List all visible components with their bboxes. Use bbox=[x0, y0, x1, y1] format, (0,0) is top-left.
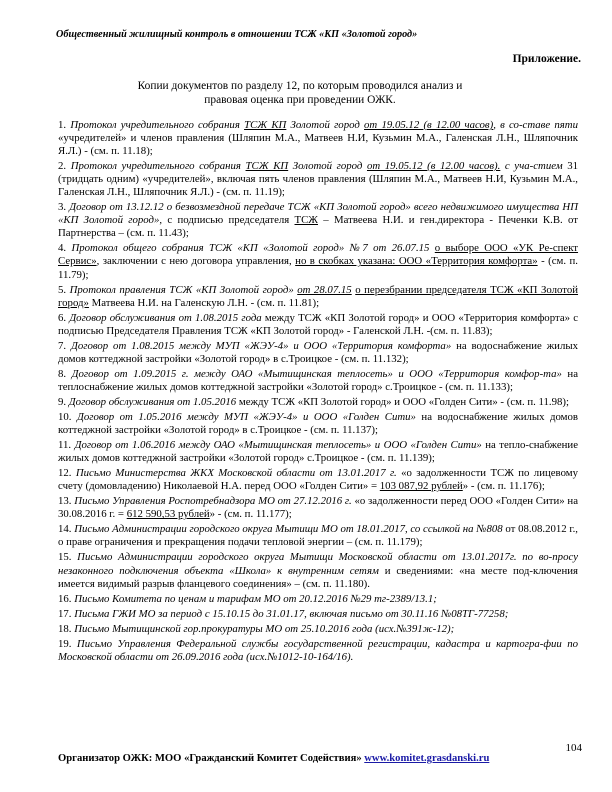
list-item bbox=[58, 396, 578, 409]
item-text: между ТСЖ «КП Золотой город» и ООО «Голден Сити» - (см. п. 11.98); bbox=[236, 395, 570, 408]
item-text: Письмо Управления Роспотребнадзора МО от 27.12.2016 г. bbox=[74, 495, 352, 508]
page-number: 104 bbox=[565, 742, 582, 754]
list-item bbox=[58, 340, 578, 366]
item-text: «учредителей» и членов правления (Шляпин М.А., Матвеев Н.И, Кузьмин М.А., Галенская Л.Н., Шляпочник Я.Л.) - (см. п. 11.18); bbox=[58, 132, 578, 158]
item-text: на водоснабжение жилых домов коттеджной застройки «Золотой город» в с.Троицкое - (см. п. 11.137); bbox=[58, 410, 578, 437]
title-line-1: Копии документов по разделу 12, по которым проводился анализ и bbox=[137, 80, 463, 92]
item-text: Золотой город bbox=[286, 119, 365, 131]
item-text: Договор обслуживания от 1.08.2015 года bbox=[69, 311, 262, 324]
item-text: от 28.07.15 bbox=[297, 283, 352, 296]
item-text: и сведениями: «на месте под-ключения имеется видимый разрыв фланцевого соединения» – (см. п. 11.180). bbox=[58, 564, 578, 590]
item-text: Протокол учредительного собрания bbox=[70, 119, 245, 131]
item-number: 4. bbox=[58, 242, 72, 255]
item-text: Протокол учредительного собрания bbox=[70, 160, 246, 173]
item-text: Письмо Управления Федеральной службы государственной регистрации, кадастра и картогра-фии по Московской области от 26.09.2016 года (исх.№1012-10-164/16). bbox=[58, 637, 578, 663]
item-number: 12. bbox=[58, 467, 76, 480]
item-text: Письмо Министерства ЖКХ Московской области от 13.01.2017 г. bbox=[75, 467, 397, 480]
list-item bbox=[58, 551, 578, 590]
item-text: Договор от 13.12.12 о безвозмездной передаче ТСЖ «КП Золотой город» всего недвижимого имущества НП «КП Золотой город» bbox=[58, 201, 578, 227]
item-number: 8. bbox=[58, 367, 72, 380]
item-text: ТСЖ bbox=[294, 214, 318, 227]
item-number: 2. bbox=[58, 160, 71, 173]
item-text: на тепло-снабжение жилых домов коттеджной застройки «Золотой город» с.Троицкое - (см. п. 11.139); bbox=[58, 439, 579, 465]
item-text: но в скобках указана: ООО «Территория комфорта» bbox=[295, 255, 538, 268]
item-number: 3. bbox=[58, 201, 70, 214]
item-number: 17. bbox=[58, 607, 75, 620]
item-text: от 19.05.12 (в 12.00 часов) bbox=[364, 119, 494, 131]
item-text: ТСЖ КП bbox=[244, 119, 287, 131]
item-text: Письмо Комитета по ценам и тарифам МО от 20.12.2016 №29 тг-2389/13.1; bbox=[74, 592, 437, 605]
list-item bbox=[58, 439, 578, 465]
footer-website-link[interactable]: www.komitet.grasdanski.ru bbox=[364, 753, 490, 764]
item-text: от 08.08.2012 г., о праве ограничения и прекращения подачи тепловой энергии – (см. п. 11.179); bbox=[58, 523, 578, 549]
item-text: Договор от 1.09.2015 г. между ОАО «Мытищинская теплосеть» и ООО «Территория комфор-та» bbox=[71, 367, 562, 380]
item-number: 9. bbox=[58, 395, 69, 408]
item-text: Договор от 1.06.2016 между ОАО «Мытищинская теплосеть» и ООО «Голден Сити» bbox=[74, 439, 482, 452]
list-item bbox=[58, 467, 578, 493]
item-text: между ТСЖ «КП Золотой город» и ООО «Территория комфорта» с подписью Председателя Правления ТСЖ «КП Золотой город» - Галенской Л.Н. -(см. п. 11.83); bbox=[58, 311, 578, 337]
item-text: Письма ГЖИ МО за период с 15.10.15 до 31.01.17, включая письмо от 30.11.16 №08ТГ-77258; bbox=[74, 607, 509, 620]
item-text: Протокол правления ТСЖ «КП Золотой город» bbox=[69, 283, 298, 296]
list-item bbox=[58, 608, 578, 621]
appendix-label: Приложение. bbox=[512, 53, 581, 65]
item-text: , заключении с нею договора управления, bbox=[96, 255, 296, 268]
list-item bbox=[58, 623, 578, 636]
running-header: Общественный жилищный контроль в отношении ТСЖ «КП «Золотой город» bbox=[56, 29, 418, 40]
list-item bbox=[58, 523, 578, 549]
item-text: на теплоснабжение жилых домов коттеджной застройки «Золотой город» с.Троицкое - (см. п. 11.133); bbox=[58, 367, 578, 393]
item-number: 1. bbox=[58, 119, 71, 131]
list-item bbox=[58, 201, 578, 240]
document-list bbox=[58, 119, 578, 666]
item-text: «о задолженности перед ООО «Голден Сити» на 30.08.2016 г. = bbox=[58, 495, 578, 521]
footer bbox=[58, 753, 489, 764]
item-text: , с подписью председателя bbox=[159, 214, 295, 227]
item-text: о выборе ООО «УК Ре-спект Сервис» bbox=[58, 242, 579, 268]
item-text: Матвеева Н.И. на Галенскую Л.Н. - (см. п. 11.81); bbox=[88, 296, 320, 309]
item-text: Золотой город bbox=[288, 160, 367, 173]
list-item bbox=[58, 411, 578, 437]
item-text: 103 087,92 рублей bbox=[379, 480, 463, 493]
title-line-2: правовая оценка при проведении ОЖК. bbox=[204, 93, 396, 106]
item-number: 10. bbox=[58, 410, 77, 423]
item-text: Письмо Мытищинской гор.прокуратуры МО от 25.10.2016 года (исх.№391ж-12); bbox=[74, 622, 455, 635]
list-item bbox=[58, 368, 578, 394]
item-text: 612 590,53 рублей bbox=[126, 508, 210, 521]
item-text: на водоснабжение жилых домов коттеджной застройки «Золотой город» в с.Троицкое - (см. п. 11.132); bbox=[58, 339, 578, 365]
item-number: 15. bbox=[58, 551, 78, 564]
item-text: - (см. п. 11.79); bbox=[58, 255, 578, 281]
item-text: с уча-стием bbox=[500, 160, 568, 173]
list-item bbox=[58, 119, 578, 158]
item-text: Протокол общего собрания ТСЖ «КП «Золотой город» №7 от 26.07.15 bbox=[71, 242, 430, 255]
document-title bbox=[90, 80, 510, 107]
list-item bbox=[58, 160, 578, 199]
item-text: Письмо Администрации городского округа Мытищи МО от 18.01.2017, со ссылкой на №808 bbox=[74, 523, 503, 536]
item-number: 6. bbox=[58, 311, 70, 324]
list-item bbox=[58, 312, 578, 338]
item-text: Договор от 1.05.2016 между МУП «ЖЭУ-4» и ООО «Голден Сити» bbox=[76, 410, 416, 423]
footer-organizer: Организатор ОЖК: МОО «Гражданский Комитет Содействия» bbox=[58, 753, 365, 764]
item-text: , в со-ставе пяти bbox=[493, 119, 578, 131]
item-number: 7. bbox=[58, 339, 71, 352]
list-item bbox=[58, 593, 578, 606]
item-text: от 19.05.12 (в 12.00 часов). bbox=[366, 160, 501, 173]
item-text: » - (см. п. 11.176); bbox=[462, 480, 545, 493]
item-text: 31 (тридцать одним) «учредителей», включая пять членов правления (Шляпин М.А., Матвеев Н.И, Кузьмин М.А., Галенская Л.Н., Шляпочник Я.Л.) - (см. п. 11.19); bbox=[58, 160, 579, 199]
item-number: 16. bbox=[58, 592, 75, 605]
item-number: 19. bbox=[58, 637, 77, 650]
item-number: 18. bbox=[58, 622, 75, 635]
item-text: – Матвеева Н.И. и ген.директора - Печенки К.В. от Партнерства – (см. п. 11.43); bbox=[58, 214, 578, 240]
item-number: 5. bbox=[58, 283, 70, 296]
list-item bbox=[58, 284, 578, 310]
item-text: Договор обслуживания от 1.05.2016 bbox=[68, 395, 237, 408]
item-text: » - (см. п. 11.177); bbox=[209, 508, 292, 521]
list-item bbox=[58, 638, 578, 664]
item-number: 11. bbox=[58, 439, 75, 452]
list-item bbox=[58, 242, 578, 281]
item-text: ТСЖ КП bbox=[245, 160, 289, 173]
item-text: о перезбрании председателя ТСЖ «КП Золотой город» bbox=[58, 283, 579, 309]
item-number: 14. bbox=[58, 523, 75, 536]
list-item bbox=[58, 495, 578, 521]
item-text: «о задолженности ТСЖ по лицевому счету (домовладению) Николаевой Н.А. перед ООО «Голден Сити» = bbox=[58, 467, 578, 493]
item-text: Договор от 1.08.2015 между МУП «ЖЭУ-4» и ООО «Территория комфорта» bbox=[70, 339, 452, 352]
item-text: Письмо Администрации городского округа Мытищи Московской области от 13.01.2017г. по во-просу незаконного подключения объекта «Школа» к внутренним сетям bbox=[58, 551, 578, 577]
item-number: 13. bbox=[58, 495, 75, 508]
